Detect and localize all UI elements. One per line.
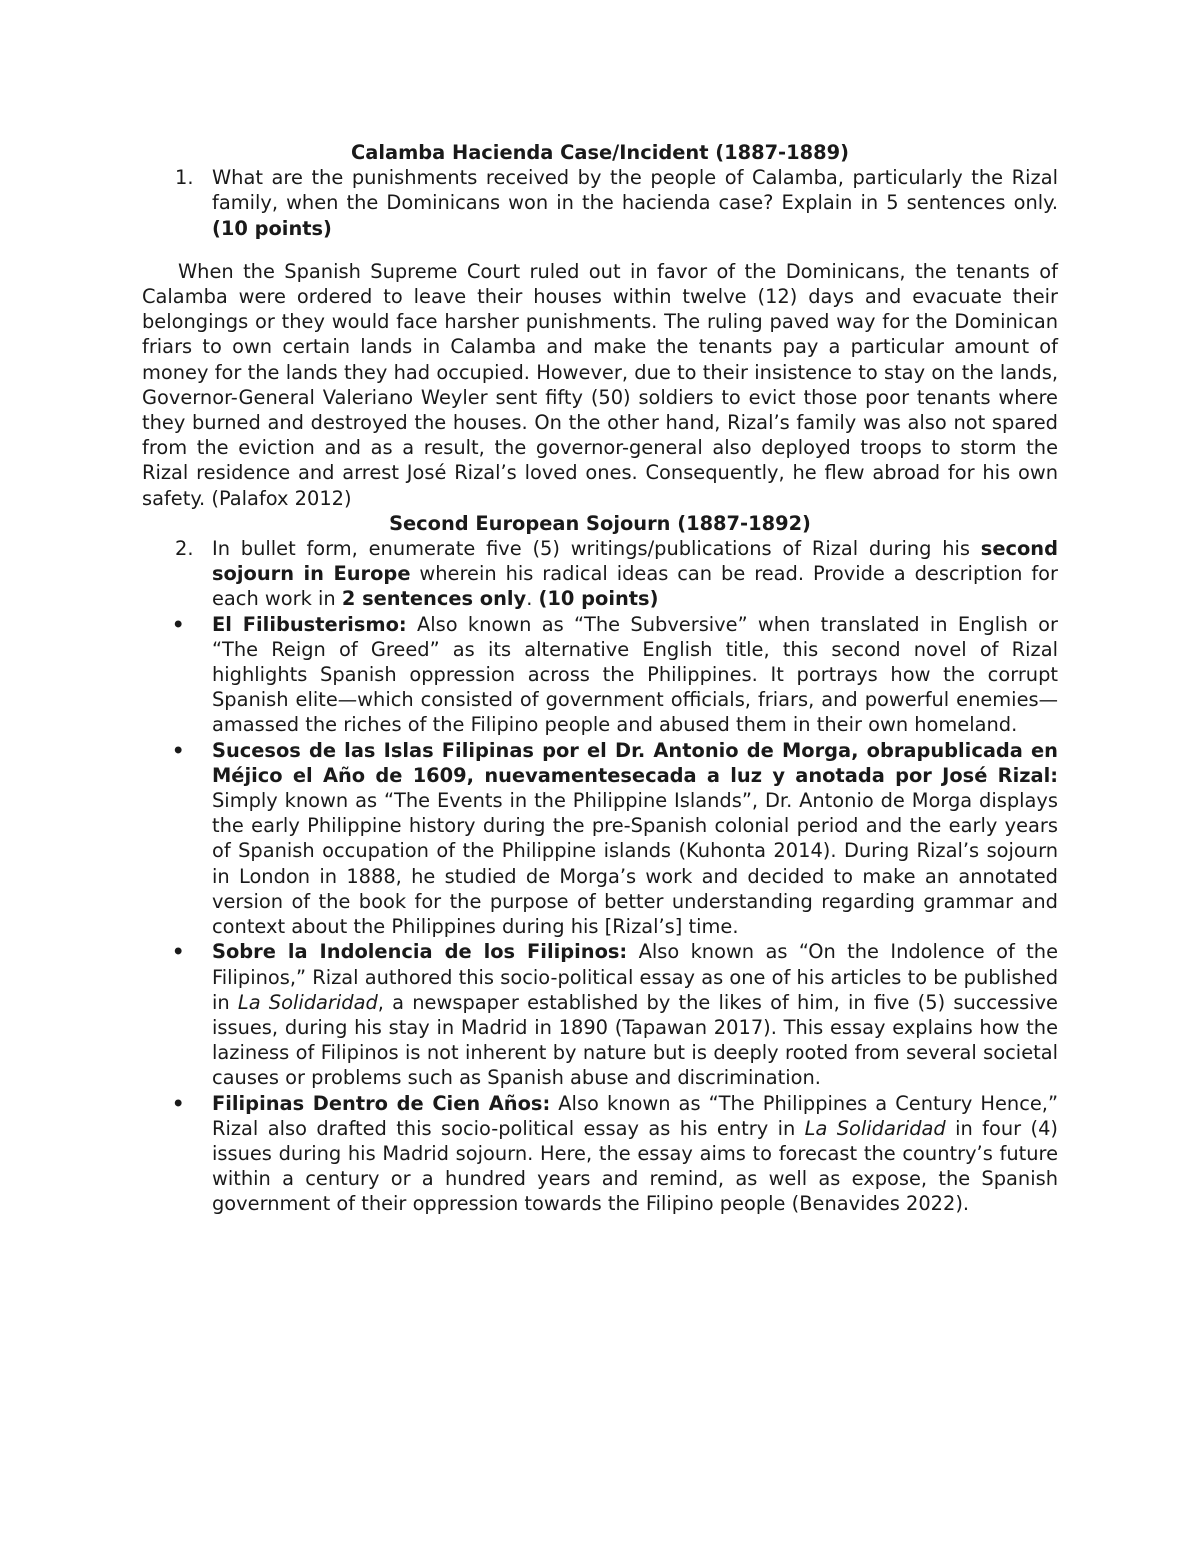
bullet-item-sucesos (142, 738, 1058, 940)
answer-paragraph-1: When the Spanish Supreme Court ruled out in favor of the Dominicans, the tenants of Calamba were ordered to leave their houses within twelve (12) days and evacuate their belongings or they would face harsher punishments. The ruling paved way for the Dominican friars to own certain lands in Calamba and make the tenants pay a particular amount of money for the lands they had occupied. However, due to their insistence to stay on the lands, Governor-General Valeriano Weyler sent fifty (50) soldiers to evict those poor tenants where they burned and destroyed the houses. On the other hand, Rizal’s family was also not spared from the eviction and as a result, the governor-general also deployed troops to storm the Rizal residence and arrest José Rizal’s loved ones. Consequently, he flew abroad for his own safety. (Palafox 2012) (142, 259, 1058, 510)
bullet-icon: • (172, 738, 185, 762)
question-text: What are the punishments received by the people of Calamba, particularly the Rizal family, when the Dominicans won in the hacienda case? Explain in 5 sentences only. (212, 166, 1058, 215)
question-text-part: . (526, 587, 539, 611)
question-points: (10 points) (212, 216, 332, 240)
question-emphasis: second sojourn in Europe (212, 537, 1058, 586)
question-2 (142, 536, 1058, 612)
question-points: (10 points) (538, 587, 659, 611)
work-title: Sucesos de las Islas Filipinas por el Dr. Antonio de Morga, obrapublicada en Méjico el Año de 1609, nuevamentesecada a luz y anotada por José Rizal: (212, 738, 1058, 787)
bullet-item-el-filibusterismo (142, 612, 1058, 738)
question-1 (142, 165, 1058, 241)
work-title: Sobre la Indolencia de los Filipinos: (212, 940, 628, 964)
question-number: 2. (175, 537, 194, 561)
work-title: El Filibusterismo: (212, 612, 407, 636)
work-description: , a newspaper established by the likes of him, in five (5) successive issues, during his stay in Madrid in 1890 (Tapawan 2017). This essay explains how the laziness of Filipinos is not inherent by nature but is deeply rooted from several societal causes or problems such as Spanish abuse and discrimination. (212, 990, 1058, 1090)
question-text-part: wherein his radical ideas can be read. Provide a description for each work in (212, 562, 1058, 611)
work-description: Simply known as “The Events in the Philippine Islands”, Dr. Antonio de Morga displays the early Philippine history during the pre-Spanish colonial period and the early years of Spanish occupation of the Philippine islands (Kuhonta 2014). During Rizal’s sojourn in London in 1888, he studied de Morga’s work and decided to make an annotated version of the book for the purpose of better understanding regarding grammar and context about the Philippines during his [Rizal’s] time. (212, 789, 1058, 939)
bullet-item-filipinas-dentro (142, 1091, 1058, 1217)
document-body (142, 140, 1058, 1217)
work-description: Also known as “The Philippines a Century Hence,” Rizal also drafted this socio-political essay as his entry in (212, 1091, 1058, 1140)
newspaper-title: La Solidaridad (804, 1116, 946, 1140)
section-title-calamba: Calamba Hacienda Case/Incident (1887-1889) (351, 141, 849, 164)
work-description: Also known as “The Subversive” when translated in English or “The Reign of Greed” as its alternative English title, this second novel of Rizal highlights Spanish oppression across the Philippines. It portrays how the corrupt Spanish elite—which consisted of government officials, friars, and powerful enemies—amassed the riches of the Filipino people and abused them in their own homeland. (212, 612, 1058, 737)
question-number: 1. (175, 166, 194, 190)
question-emphasis: 2 sentences only (341, 587, 527, 611)
question-text-part: In bullet form, enumerate five (5) writings/publications of Rizal during his (212, 537, 981, 561)
work-title: Filipinas Dentro de Cien Años: (212, 1091, 551, 1115)
bullet-icon: • (172, 1091, 185, 1115)
section-title-second-sojourn: Second European Sojourn (1887-1892) (389, 511, 811, 535)
bullet-icon: • (172, 940, 185, 964)
newspaper-title: La Solidaridad (237, 990, 378, 1014)
bullet-icon: • (172, 612, 185, 636)
bullet-item-sobre-la-indolencia (142, 939, 1058, 1090)
work-description: in four (4) issues during his Madrid sojourn. Here, the essay aims to forecast the country’s future within a century or a hundred years and remind, as well as expose, the Spanish government of their oppression towards the Filipino people (Benavides 2022). (212, 1116, 1058, 1216)
work-description: Also known as “On the Indolence of the Filipinos,” Rizal authored this socio-political essay as one of his articles to be published in (212, 940, 1058, 1014)
